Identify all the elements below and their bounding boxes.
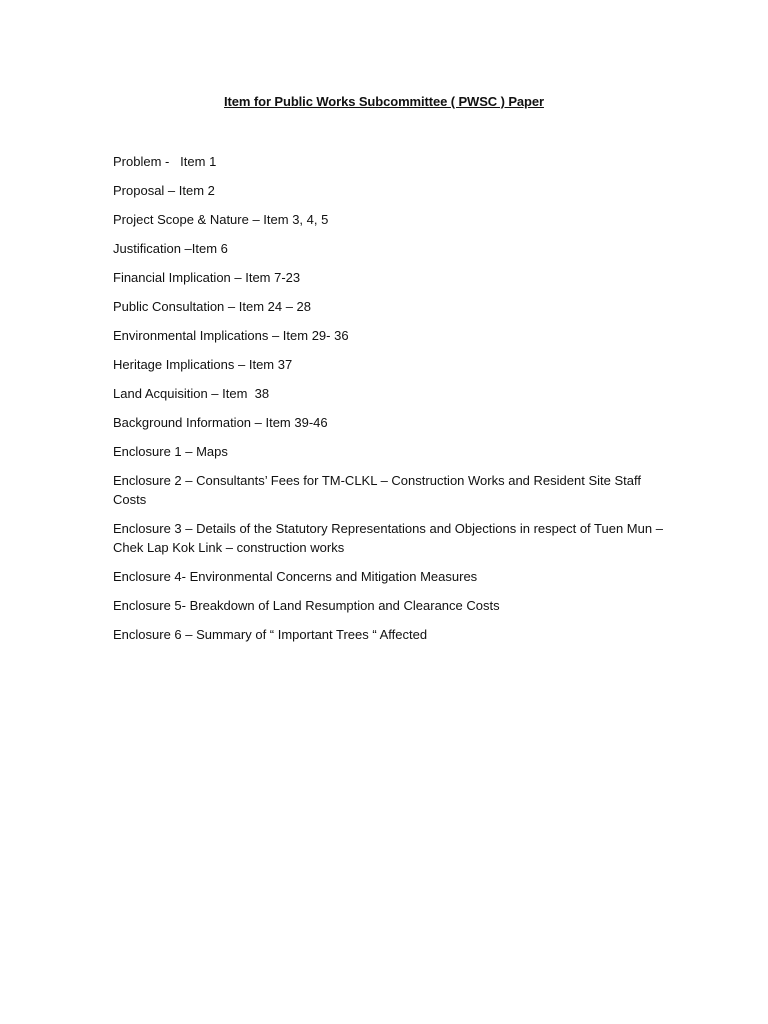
document-title: Item for Public Works Subcommittee ( PWSC ) Paper bbox=[224, 94, 544, 109]
list-item: Project Scope & Nature – Item 3, 4, 5 bbox=[113, 212, 329, 227]
list-item: Problem - Item 1 bbox=[113, 154, 217, 169]
list-item: Background Information – Item 39-46 bbox=[113, 415, 328, 430]
list-item: Heritage Implications – Item 37 bbox=[113, 357, 293, 372]
list-item: Enclosure 5- Breakdown of Land Resumption and Clearance Costs bbox=[113, 598, 500, 613]
list-item: Enclosure 2 – Consultants’ Fees for TM-CLKL – Construction Works and Resident Site Staff Costs bbox=[113, 473, 645, 507]
list-item: Land Acquisition – Item 38 bbox=[113, 386, 270, 401]
list-item: Public Consultation – Item 24 – 28 bbox=[113, 299, 312, 314]
list-item: Proposal – Item 2 bbox=[113, 183, 215, 198]
list-item: Financial Implication – Item 7-23 bbox=[113, 270, 301, 285]
list-item: Enclosure 4- Environmental Concerns and Mitigation Measures bbox=[113, 569, 478, 584]
list-item: Enclosure 3 – Details of the Statutory Representations and Objections in respect of Tuen Mun – Chek Lap Kok Link – construction works bbox=[113, 521, 667, 555]
list-item: Justification –Item 6 bbox=[113, 241, 228, 256]
contents-list bbox=[113, 152, 673, 654]
list-item: Environmental Implications – Item 29- 36 bbox=[113, 328, 349, 343]
list-item: Enclosure 6 – Summary of “ Important Trees “ Affected bbox=[113, 627, 428, 642]
list-item: Enclosure 1 – Maps bbox=[113, 444, 228, 459]
